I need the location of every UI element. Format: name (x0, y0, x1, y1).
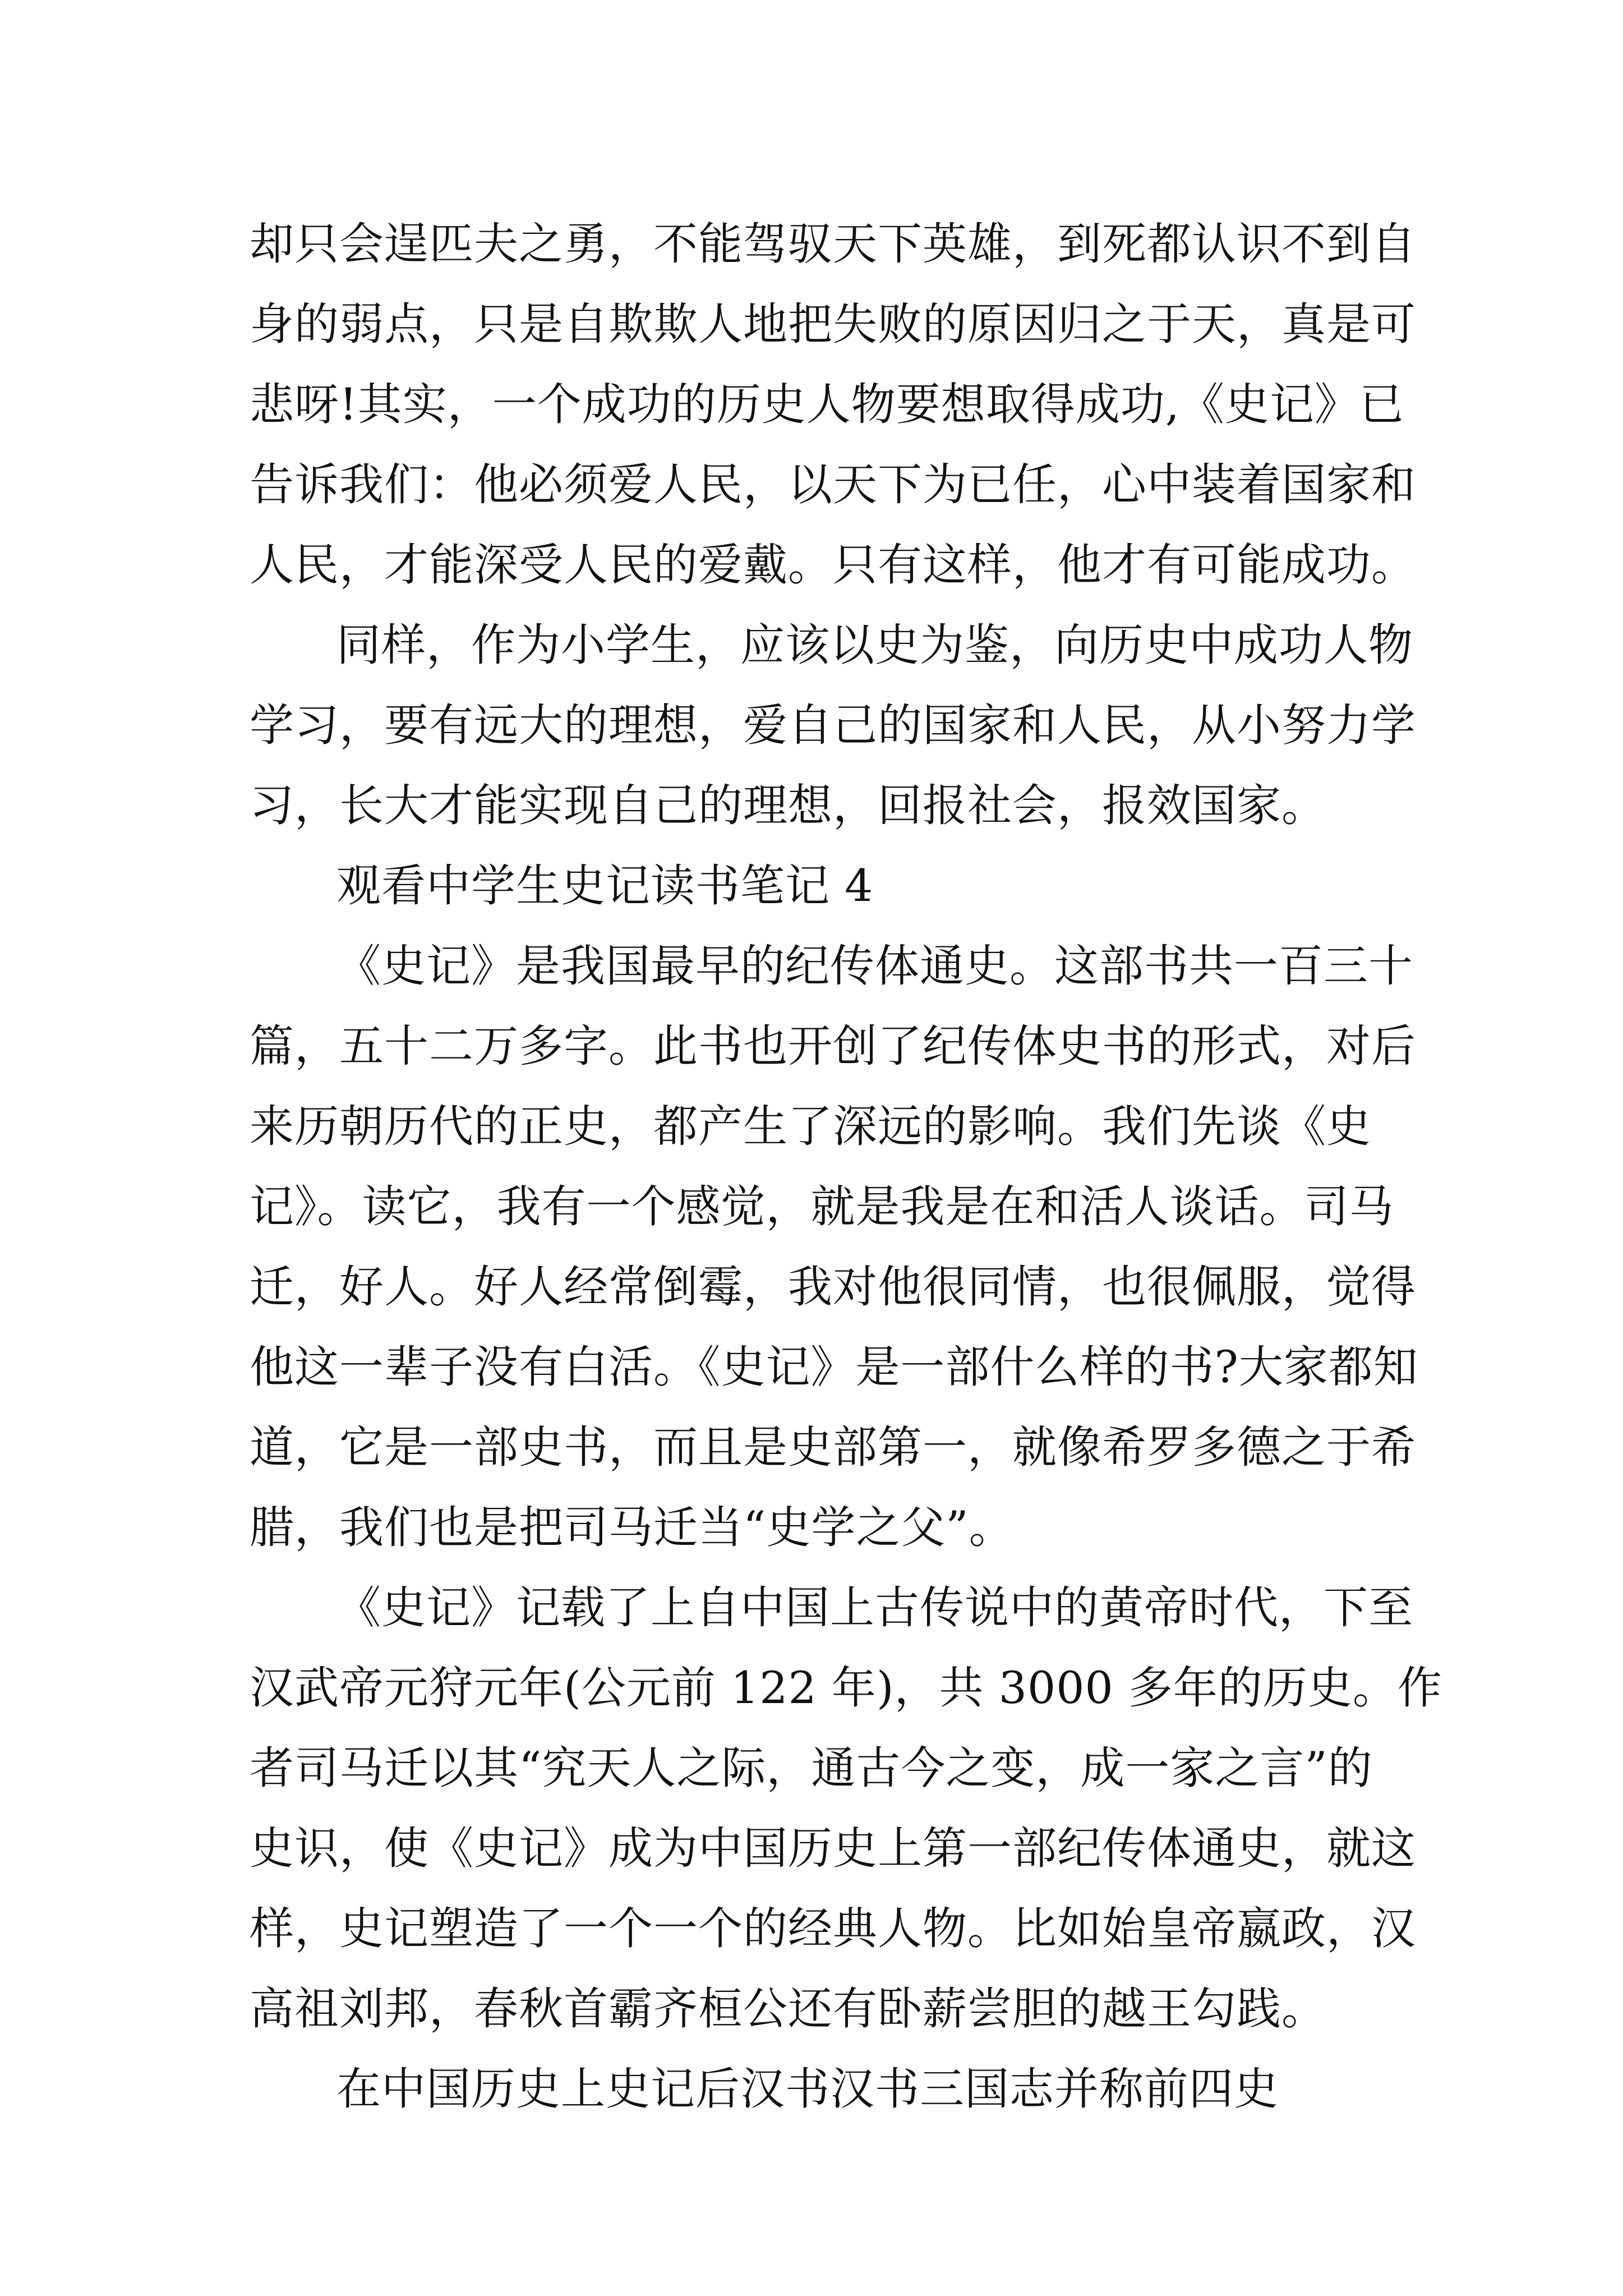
text-line: 身的弱点，只是自欺欺人地把失败的原因归之于天，真是可 (250, 298, 1416, 350)
text-line: 告诉我们：他必须爱人民，以天下为已任，心中装着国家和 (250, 459, 1416, 510)
text-line: 他这一辈子没有白活。《史记》是一部什么样的书?大家都知 (250, 1341, 1418, 1393)
text-line: 迁，好人。好人经常倒霉，我对他很同情，也很佩服，觉得 (250, 1261, 1416, 1313)
text-line: 习，长大才能实现自己的理想，回报社会，报效国家。 (250, 780, 1326, 831)
text-line: 者司马迁以其“究天人之际，通古今之变，成一家之言”的 (250, 1742, 1373, 1794)
text-line: 来历朝历代的正史，都产生了深远的影响。我们先谈《史 (250, 1101, 1371, 1152)
paragraph-start-line: 在中国历史上史记后汉书汉书三国志并称前四史 (336, 2063, 1279, 2115)
text-line: 悲呀!其实，一个成功的历史人物要想取得成功,《史记》已 (250, 379, 1404, 430)
text-line: 史识，使《史记》成为中国历史上第一部纪传体通史，就这 (250, 1823, 1416, 1874)
text-line: 人民，才能深受人民的爱戴。只有这样，他才有可能成功。 (250, 539, 1416, 591)
text-line: 学习，要有远大的理想，爱自己的国家和人民，从小努力学 (250, 700, 1416, 751)
text-line: 却只会逞匹夫之勇，不能驾驭天下英雄，到死都认识不到自 (250, 218, 1416, 270)
text-line: 汉武帝元狩元年(公元前 122 年)，共 3000 多年的历史。作 (250, 1662, 1442, 1714)
text-line: 样，史记塑造了一个一个的经典人物。比如始皇帝嬴政，汉 (250, 1903, 1416, 1954)
text-line: 篇，五十二万多字。此书也开创了纪传体史书的形式，对后 (250, 1020, 1416, 1072)
text-line: 道，它是一部史书，而且是史部第一，就像希罗多德之于希 (250, 1421, 1416, 1473)
text-line: 腊，我们也是把司马迁当“史学之父”。 (250, 1502, 1014, 1553)
text-line: 高祖刘邦，春秋首霸齐桓公还有卧薪尝胆的越王勾践。 (250, 1983, 1326, 2035)
paragraph-start-line: 《史记》记载了上自中国上古传说中的黄帝时代，下至 (336, 1582, 1413, 1634)
paragraph-start-line: 《史记》是我国最早的纪传体通史。这部书共一百三十 (336, 940, 1413, 992)
paragraph-start-line: 同样，作为小学生，应该以史为鉴，向历史中成功人物 (336, 619, 1413, 671)
text-line: 记》。读它，我有一个感觉，就是我是在和活人谈话。司马 (250, 1181, 1394, 1232)
section-heading: 观看中学生史记读书笔记 4 (336, 860, 874, 912)
